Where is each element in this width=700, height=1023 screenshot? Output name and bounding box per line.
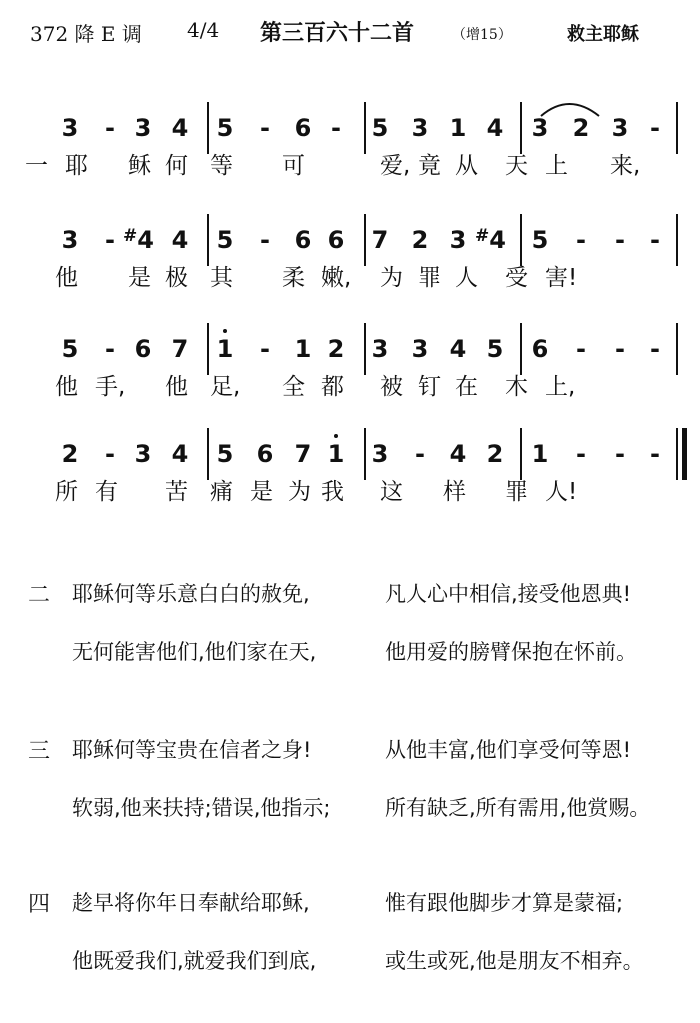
barline bbox=[520, 102, 522, 154]
lyric-syllable: 苦 bbox=[165, 479, 188, 505]
verse-text: 耶稣何等宝贵在信者之身! bbox=[72, 738, 312, 762]
verse-text: 软弱,他来扶持;错误,他指示; bbox=[72, 796, 331, 820]
note: 7 bbox=[171, 335, 189, 363]
lyric-syllable: 稣 bbox=[128, 153, 151, 179]
note: 1 bbox=[449, 114, 467, 142]
lyric-syllable: 他 bbox=[55, 374, 78, 400]
barline bbox=[676, 214, 678, 266]
note: - bbox=[615, 335, 625, 363]
slur-mark bbox=[537, 98, 607, 118]
lyric-syllable: 人! bbox=[545, 479, 578, 505]
barline bbox=[207, 214, 209, 266]
note: 3 bbox=[61, 114, 79, 142]
note: 5 bbox=[216, 440, 234, 468]
high-octave-dot bbox=[223, 329, 227, 333]
barline bbox=[207, 102, 209, 154]
barline bbox=[520, 428, 522, 480]
note: - bbox=[650, 114, 660, 142]
verse-text: 他用爱的膀臂保抱在怀前。 bbox=[385, 640, 637, 664]
lyric-syllable: 被 bbox=[380, 374, 403, 400]
note: 3 bbox=[611, 114, 629, 142]
lyric-syllable: 天 bbox=[505, 153, 528, 179]
barline bbox=[676, 102, 678, 154]
lyric-syllable: 上 bbox=[545, 153, 568, 179]
note: 3 bbox=[61, 226, 79, 254]
lyric-syllable: 一 bbox=[25, 153, 48, 179]
note: 3 bbox=[134, 440, 152, 468]
note: 1 bbox=[294, 335, 312, 363]
lyric-syllable: 耶 bbox=[65, 153, 88, 179]
barline bbox=[676, 323, 678, 375]
note: 4 bbox=[171, 226, 189, 254]
note: - bbox=[576, 440, 586, 468]
note: 3 bbox=[371, 335, 389, 363]
note: 3 bbox=[411, 114, 429, 142]
final-barline bbox=[682, 428, 687, 480]
note: - bbox=[615, 226, 625, 254]
lyric-syllable: 人 bbox=[455, 265, 478, 291]
note: 2 bbox=[327, 335, 345, 363]
note: 6 bbox=[531, 335, 549, 363]
note: 1 bbox=[216, 335, 234, 363]
note: 7 bbox=[371, 226, 389, 254]
note: 4 bbox=[449, 440, 467, 468]
note: - bbox=[105, 440, 115, 468]
barline bbox=[207, 428, 209, 480]
verse-number: 三 bbox=[28, 739, 51, 764]
lyric-syllable: 痛 bbox=[210, 479, 233, 505]
lyric-syllable: 其 bbox=[210, 265, 233, 291]
note: 5 bbox=[61, 335, 79, 363]
lyric-syllable: 为 bbox=[380, 265, 403, 291]
verse-text: 惟有跟他脚步才算是蒙福; bbox=[385, 891, 624, 915]
barline bbox=[520, 323, 522, 375]
high-octave-dot bbox=[334, 434, 338, 438]
lyric-syllable: 柔 bbox=[282, 265, 305, 291]
note: - bbox=[576, 335, 586, 363]
note: 3 bbox=[411, 335, 429, 363]
note: 5 bbox=[216, 114, 234, 142]
supplement-number: （增15） bbox=[452, 27, 512, 43]
lyric-syllable: 受 bbox=[505, 265, 528, 291]
lyric-syllable: 竟 bbox=[418, 153, 441, 179]
verse-text: 所有缺乏,所有需用,他赏赐。 bbox=[385, 796, 651, 820]
note: - bbox=[260, 114, 270, 142]
verse-text: 耶稣何等乐意白白的赦免, bbox=[72, 582, 310, 606]
lyric-syllable: 我 bbox=[321, 479, 344, 505]
note: 6 bbox=[134, 335, 152, 363]
note: 7 bbox=[294, 440, 312, 468]
barline bbox=[207, 323, 209, 375]
note: - bbox=[650, 226, 660, 254]
note: 2 bbox=[572, 114, 590, 142]
note: 4 bbox=[449, 335, 467, 363]
note: - bbox=[105, 335, 115, 363]
lyric-syllable: 为 bbox=[288, 479, 311, 505]
note: - bbox=[260, 335, 270, 363]
note: - bbox=[331, 114, 341, 142]
note: 6 bbox=[294, 114, 312, 142]
lyric-syllable: 都 bbox=[321, 374, 344, 400]
lyric-syllable: 是 bbox=[250, 479, 273, 505]
note: 2 bbox=[61, 440, 79, 468]
verse-number: 四 bbox=[28, 892, 51, 917]
lyric-syllable: 有 bbox=[95, 479, 118, 505]
lyric-syllable: 从 bbox=[455, 153, 478, 179]
verse-number: 二 bbox=[28, 583, 51, 608]
verse-text: 或生或死,他是朋友不相弃。 bbox=[385, 949, 644, 973]
note: - bbox=[105, 226, 115, 254]
lyric-syllable: 来, bbox=[610, 153, 641, 179]
note: - bbox=[576, 226, 586, 254]
note: - bbox=[105, 114, 115, 142]
note: #4 bbox=[475, 226, 506, 254]
barline bbox=[364, 323, 366, 375]
lyric-syllable: 在 bbox=[455, 374, 478, 400]
lyric-syllable: 何 bbox=[165, 153, 188, 179]
note: 5 bbox=[486, 335, 504, 363]
note: 2 bbox=[411, 226, 429, 254]
note: 5 bbox=[531, 226, 549, 254]
lyric-syllable: 样 bbox=[443, 479, 466, 505]
lyric-syllable: 爱, bbox=[380, 153, 411, 179]
note: 1 bbox=[531, 440, 549, 468]
lyric-syllable: 他 bbox=[165, 374, 188, 400]
barline bbox=[364, 428, 366, 480]
barline bbox=[676, 428, 678, 480]
lyric-syllable: 钉 bbox=[418, 374, 441, 400]
lyric-syllable: 罪 bbox=[418, 265, 441, 291]
lyric-syllable: 他 bbox=[55, 265, 78, 291]
lyric-syllable: 全 bbox=[282, 374, 305, 400]
note: - bbox=[650, 440, 660, 468]
note: - bbox=[650, 335, 660, 363]
note: 4 bbox=[171, 440, 189, 468]
sharp-sign: # bbox=[123, 226, 138, 246]
verse-text: 趁早将你年日奉献给耶稣, bbox=[72, 891, 310, 915]
note: - bbox=[415, 440, 425, 468]
note: 3 bbox=[449, 226, 467, 254]
lyric-syllable: 可 bbox=[282, 153, 305, 179]
hymn-name: 救主耶稣 bbox=[567, 24, 639, 45]
note: 1 bbox=[327, 440, 345, 468]
lyric-syllable: 上, bbox=[545, 374, 576, 400]
verse-text: 从他丰富,他们享受何等恩! bbox=[385, 738, 632, 762]
lyric-syllable: 是 bbox=[128, 265, 151, 291]
lyric-syllable: 等 bbox=[210, 153, 233, 179]
barline bbox=[520, 214, 522, 266]
barline bbox=[364, 214, 366, 266]
note: 3 bbox=[371, 440, 389, 468]
lyric-syllable: 害! bbox=[545, 265, 578, 291]
lyric-syllable: 罪 bbox=[505, 479, 528, 505]
lyric-syllable: 手, bbox=[95, 374, 126, 400]
sharp-sign: # bbox=[475, 226, 490, 246]
note: 4 bbox=[171, 114, 189, 142]
note: 4 bbox=[486, 114, 504, 142]
note: 3 bbox=[134, 114, 152, 142]
note: 5 bbox=[216, 226, 234, 254]
note: 6 bbox=[294, 226, 312, 254]
note: 2 bbox=[486, 440, 504, 468]
lyric-syllable: 这 bbox=[380, 479, 403, 505]
verse-text: 无何能害他们,他们家在天, bbox=[72, 640, 317, 664]
barline bbox=[364, 102, 366, 154]
lyric-syllable: 嫩, bbox=[321, 265, 352, 291]
note: #4 bbox=[123, 226, 154, 254]
lyric-syllable: 木 bbox=[505, 374, 528, 400]
hymn-number-key: 372 降 E 调 bbox=[30, 22, 142, 46]
verse-text: 凡人心中相信,接受他恩典! bbox=[385, 582, 632, 606]
note: - bbox=[615, 440, 625, 468]
lyric-syllable: 足, bbox=[210, 374, 241, 400]
note: - bbox=[260, 226, 270, 254]
note: 5 bbox=[371, 114, 389, 142]
hymn-title: 第三百六十二首 bbox=[260, 21, 415, 46]
note: 6 bbox=[256, 440, 274, 468]
lyric-syllable: 所 bbox=[55, 479, 78, 505]
time-signature: 4/4 bbox=[187, 18, 220, 42]
verse-text: 他既爱我们,就爱我们到底, bbox=[72, 949, 317, 973]
note: 3 bbox=[531, 114, 549, 142]
note: 6 bbox=[327, 226, 345, 254]
lyric-syllable: 极 bbox=[165, 265, 188, 291]
